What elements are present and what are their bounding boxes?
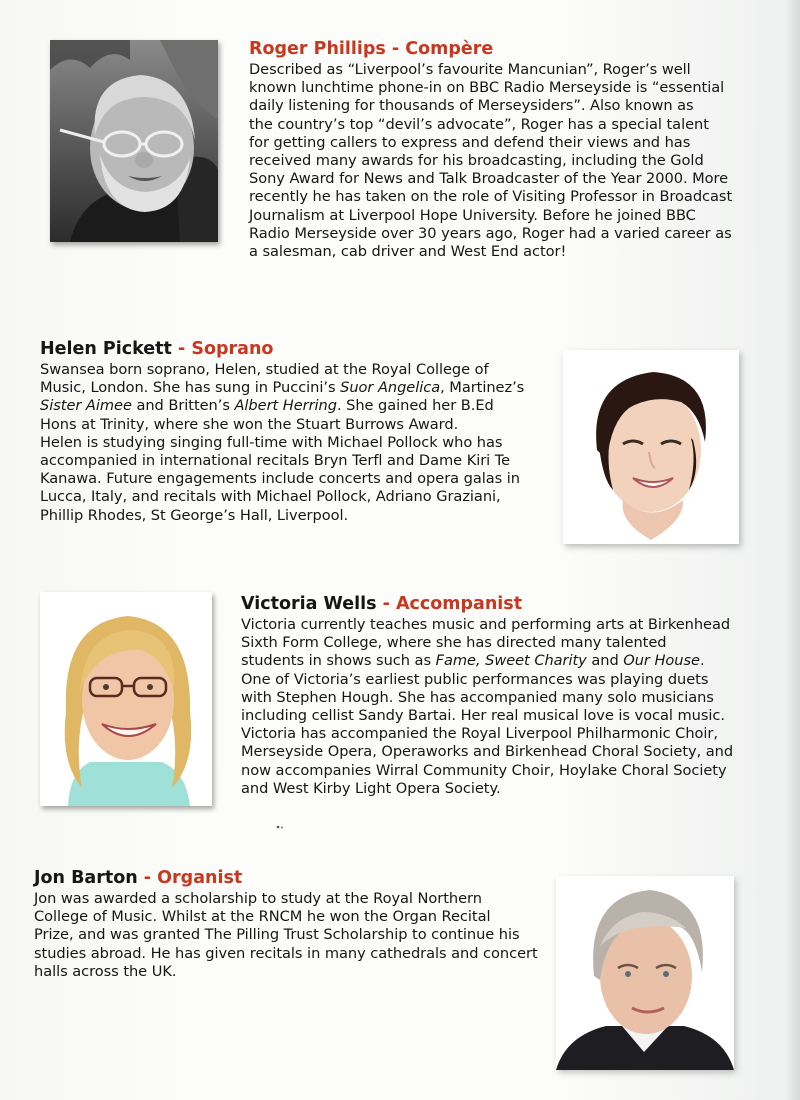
bio-line: Phillip Rhodes, St George’s Hall, Liverpool.: [40, 506, 349, 524]
bio-victoria-wells: [241, 594, 791, 798]
heading-separator: -: [385, 39, 406, 59]
print-speck: [276, 825, 284, 829]
bio-line: known lunchtime phone-in on BBC Radio Merseyside is “essential: [249, 79, 725, 97]
bio-line: Music, London. She has sung in Puccini’s Suor Angelica, Martinez’s: [40, 379, 525, 397]
bio-line: Swansea born soprano, Helen, studied at the Royal College of: [40, 361, 489, 378]
bio-line: Merseyside Opera, Operaworks and Birkenhead Choral Society, and: [241, 743, 734, 761]
bio-text: [34, 890, 554, 981]
bio-line: halls across the UK.: [34, 962, 177, 980]
bio-line: for getting callers to express and defend their views and has: [249, 133, 691, 151]
bio-line: recently he has taken on the role of Visiting Professor in Broadcast: [249, 188, 733, 206]
bio-line: Victoria currently teaches music and performing arts at Birkenhead: [241, 616, 731, 633]
bio-line: studies abroad. He has given recitals in many cathedrals and concert: [34, 944, 538, 962]
bio-line: Sixth Form College, where she has directed many talented: [241, 634, 667, 652]
performer-name: Roger Phillips: [249, 39, 386, 59]
bio-line: Described as “Liverpool’s favourite Mancunian”, Roger’s well: [249, 61, 691, 78]
bio-roger-phillips: [249, 39, 789, 261]
bio-text: [241, 616, 791, 798]
bio-heading: [34, 868, 554, 889]
bio-line: Helen is studying singing full-time with Michael Pollock who has: [40, 433, 503, 451]
bio-line: received many awards for his broadcasting, including the Gold: [249, 152, 704, 170]
bio-text: [40, 361, 560, 525]
bio-line: now accompanies Wirral Community Choir, Hoylake Choral Society: [241, 761, 727, 779]
bio-line: accompanied in international recitals Bryn Terfl and Dame Kiri Te: [40, 452, 511, 470]
bio-line: with Stephen Hough. She has accompanied many solo musicians: [241, 688, 714, 706]
performer-role: Compère: [405, 39, 494, 59]
bio-line: Prize, and was granted The Pilling Trust Scholarship to continue his: [34, 926, 520, 944]
bio-line: Sister Aimee and Britten’s Albert Herring. She gained her B.Ed: [40, 397, 494, 415]
bio-heading: [40, 339, 560, 360]
jon-barton-photo: [556, 876, 734, 1070]
bio-heading: [241, 594, 791, 615]
heading-separator: -: [171, 339, 192, 359]
bio-heading: [249, 39, 789, 60]
bio-line: daily listening for thousands of Merseysiders”. Also known as: [249, 97, 694, 115]
bio-line: Hons at Trinity, where she won the Stuart Burrows Award.: [40, 415, 459, 433]
bio-line: Lucca, Italy, and recitals with Michael Pollock, Adriano Graziani,: [40, 488, 501, 506]
heading-separator: -: [137, 868, 158, 888]
bio-line: College of Music. Whilst at the RNCM he won the Organ Recital: [34, 908, 491, 926]
bio-line: One of Victoria’s earliest public performances was playing duets: [241, 670, 709, 688]
performer-name: Jon Barton: [34, 868, 138, 888]
bio-line: a salesman, cab driver and West End actor!: [249, 243, 567, 261]
helen-pickett-photo: [563, 350, 739, 544]
bio-jon-barton: [34, 868, 554, 981]
bio-helen-pickett: [40, 339, 560, 525]
performer-name: Helen Pickett: [40, 339, 172, 359]
performer-name: Victoria Wells: [241, 594, 377, 614]
bio-line: Sony Award for News and Talk Broadcaster of the Year 2000. More: [249, 170, 729, 188]
bio-line: students in shows such as Fame, Sweet Charity and Our House.: [241, 652, 705, 670]
bio-line: including cellist Sandy Bartai. Her real musical love is vocal music.: [241, 707, 725, 725]
victoria-wells-photo: [40, 592, 212, 806]
performer-role: Soprano: [191, 339, 274, 359]
heading-separator: -: [376, 594, 396, 614]
bio-line: and West Kirby Light Opera Society.: [241, 779, 501, 797]
bio-text: [249, 61, 789, 261]
bio-line: Journalism at Liverpool Hope University. Before he joined BBC: [249, 206, 696, 224]
roger-phillips-photo: [50, 40, 218, 242]
bio-line: Radio Merseyside over 30 years ago, Roger had a varied career as: [249, 224, 732, 242]
performer-role: Organist: [157, 868, 243, 888]
bio-line: Jon was awarded a scholarship to study at the Royal Northern: [34, 890, 482, 907]
performer-role: Accompanist: [395, 594, 523, 614]
bio-line: Victoria has accompanied the Royal Liverpool Philharmonic Choir,: [241, 725, 718, 743]
bio-line: Kanawa. Future engagements include concerts and opera galas in: [40, 470, 520, 488]
bio-line: the country’s top “devil’s advocate”, Roger has a special talent: [249, 115, 709, 133]
